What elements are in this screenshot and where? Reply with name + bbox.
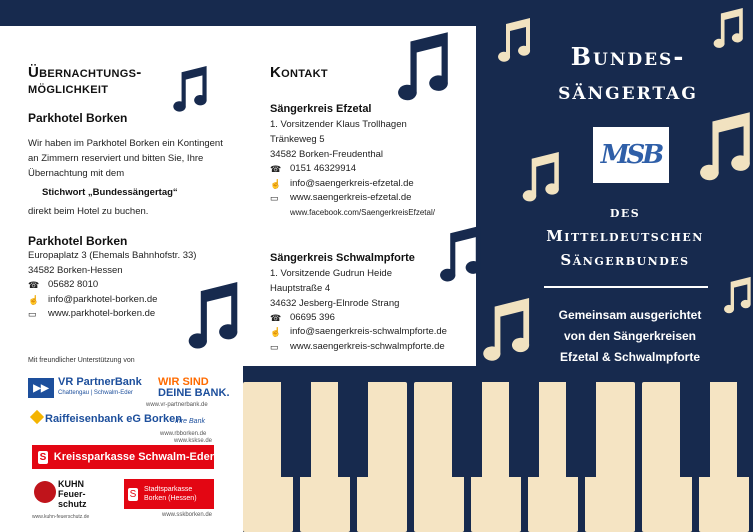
- cover-tagline: [530, 305, 730, 368]
- music-note-icon: [522, 152, 564, 204]
- schwalm-city: 34632 Jesberg-Elnrode Strang: [270, 297, 400, 309]
- schwalm-email-row: [270, 325, 470, 340]
- vr-slogan: [158, 377, 230, 399]
- efzetal-phone-row: [270, 162, 470, 177]
- mouse-icon: ☝: [270, 178, 282, 189]
- vr-partnerbank-logo: [28, 376, 150, 402]
- accommodation-heading-line1: Übernachtungs-: [28, 64, 142, 81]
- raiffeisen-url[interactable]: www.rbborken.de: [160, 431, 207, 437]
- cover-divider: [544, 286, 708, 288]
- cover-title-line2: sängertag: [558, 76, 698, 105]
- hotel-city: 34582 Borken-Hessen: [28, 265, 123, 276]
- contact-heading: Kontakt: [270, 64, 328, 81]
- efzetal-phone: 0151 46329914: [290, 163, 357, 174]
- sponsors-label: Mit freundlicher Unterstützung von: [28, 357, 135, 364]
- ksk-url[interactable]: www.ksksе.de: [174, 438, 213, 444]
- efzetal-city: 34582 Borken-Freudenthal: [270, 149, 384, 160]
- raiffeisen-logo: [32, 412, 182, 425]
- vr-slogan-line2: DEINE BANK.: [158, 387, 230, 399]
- efzetal-street: Tränkeweg 5: [270, 134, 325, 145]
- hotel-email[interactable]: info@parkhotel-borken.de: [48, 293, 158, 305]
- kuhn-text: [58, 479, 87, 509]
- schwalm-phone-row: [270, 311, 470, 326]
- ksk-name: Kreissparkasse Schwalm-Eder: [53, 451, 214, 463]
- efzetal-web[interactable]: www.saengerkreis-efzetal.de: [290, 192, 412, 203]
- efzetal-name: Sängerkreis Efzetal: [270, 103, 372, 115]
- ssk-text: [144, 485, 197, 503]
- accommodation-intro: [28, 136, 228, 181]
- accommodation-heading-line2: möglichkeit: [28, 80, 109, 97]
- intro-line: Wir haben im Parkhotel Borken ein Kontingent: [28, 138, 223, 149]
- piano-black-key: [338, 382, 368, 477]
- cover-title: [518, 40, 738, 108]
- kuhn-line2: Feuer-: [58, 489, 86, 499]
- computer-icon: ▭: [270, 193, 279, 203]
- accommodation-heading: [28, 65, 228, 97]
- vr-url[interactable]: www.vr-partnerbank.de: [146, 402, 208, 408]
- piano-keys: [243, 382, 753, 532]
- kuhn-url[interactable]: www.kuhn-feuerschutz.de: [32, 514, 90, 520]
- cover-subtitle-line3: Sängerbundes: [560, 251, 690, 269]
- efzetal-email[interactable]: info@saengerkreis-efzetal.de: [290, 177, 414, 189]
- accommodation-column: [28, 65, 228, 322]
- contact-column: [270, 65, 470, 354]
- efzetal-role: 1. Vorsitzender Klaus Trollhagen: [270, 119, 407, 130]
- schwalm-street: Hauptstraße 4: [270, 282, 331, 294]
- kreissparkasse-logo: [32, 445, 214, 469]
- kuhn-line3: schutz: [58, 499, 87, 509]
- booking-note: direkt beim Hotel zu buchen.: [28, 206, 149, 217]
- piano-black-key: [509, 382, 539, 477]
- msb-logo-text: MSB: [600, 140, 662, 170]
- keyword: Stichwort „Bundessängertag“: [42, 187, 178, 198]
- phone-icon: ☎: [270, 164, 282, 174]
- efzetal-email-row: [270, 177, 470, 192]
- efzetal-web-row: [270, 191, 470, 206]
- schwalm-web-row: [270, 340, 470, 355]
- sparkasse-icon: S: [39, 451, 47, 463]
- schwalm-name: Sängerkreis Schwalmpforte: [270, 251, 415, 264]
- intro-line: an Zimmern reserviert und bitten Sie, Ihre: [28, 153, 204, 164]
- phone-icon: ☎: [270, 312, 282, 323]
- schwalm-web[interactable]: www.saengerkreis-schwalmpforte.de: [290, 340, 445, 352]
- hotel-phone-row: [28, 278, 228, 293]
- raiffeisen-mark-icon: [30, 410, 44, 424]
- music-note-icon: [700, 110, 753, 186]
- piano-black-key: [281, 382, 311, 477]
- vr-sub: Chattengau | Schwalm-Eder: [58, 390, 133, 396]
- efzetal-facebook[interactable]: www.facebook.com/SaengerkreisEfzetal/: [290, 207, 435, 217]
- vr-logo-mark: ▶▶: [28, 378, 54, 398]
- phone-icon: ☎: [28, 280, 40, 290]
- schwalm-email[interactable]: info@saengerkreis-schwalmpforte.de: [290, 326, 447, 337]
- hotel-phone: 05682 8010: [48, 279, 99, 290]
- kuhn-mark-icon: [34, 481, 56, 503]
- hotel-title: Parkhotel Borken: [28, 111, 128, 125]
- vr-name: VR PartnerBank: [58, 376, 142, 388]
- ssk-url[interactable]: www.sskborken.de: [162, 512, 213, 518]
- raiffeisen-tagline: Ihre Bank: [175, 418, 205, 425]
- schwalm-phone: 06695 396: [290, 311, 335, 323]
- hotel-address-title: Parkhotel Borken: [28, 234, 128, 248]
- kuhn-line1: KUHN: [58, 479, 84, 489]
- ssk-line2: Borken (Hessen): [144, 495, 197, 502]
- vr-slogan-line1: WIR SIND: [158, 376, 209, 388]
- cover-subtitle-line1: des: [609, 203, 641, 221]
- cover-subtitle: [525, 200, 725, 272]
- hotel-email-row: [28, 293, 228, 308]
- cover-tagline-line3: Efzetal & Schwalmpforte: [559, 350, 701, 364]
- hotel-web-row: [28, 307, 228, 322]
- cover-tagline-line2: von den Sängerkreisen: [563, 329, 697, 343]
- piano-black-key: [452, 382, 482, 477]
- computer-icon: ▭: [28, 309, 37, 319]
- raiffeisen-name: Raiffeisenbank eG Borken: [45, 413, 182, 425]
- stadtsparkasse-logo: [124, 479, 214, 509]
- piano-black-key: [737, 382, 753, 477]
- sparkasse-icon: S: [129, 488, 137, 500]
- cover-title-line1: Bundes-: [570, 42, 686, 71]
- computer-icon: ▭: [270, 341, 279, 352]
- msb-logo: [593, 127, 669, 183]
- schwalm-role: 1. Vorsitzende Gudrun Heide: [270, 267, 392, 279]
- cover-tagline-line1: Gemeinsam ausgerichtet: [558, 308, 702, 322]
- mouse-icon: ☝: [270, 327, 282, 337]
- piano-black-key: [680, 382, 710, 477]
- ssk-line1: Stadtsparkasse: [144, 486, 193, 493]
- intro-line: Übernachtung mit dem: [28, 168, 125, 179]
- mouse-icon: ☝: [28, 294, 40, 305]
- hotel-web[interactable]: www.parkhotel-borken.de: [48, 308, 156, 319]
- kuhn-logo: [34, 479, 92, 513]
- piano-black-key: [566, 382, 596, 477]
- hotel-street: Europaplatz 3 (Ehemals Bahnhofstr. 33): [28, 250, 197, 261]
- cover-subtitle-line2: Mitteldeutschen: [546, 227, 704, 245]
